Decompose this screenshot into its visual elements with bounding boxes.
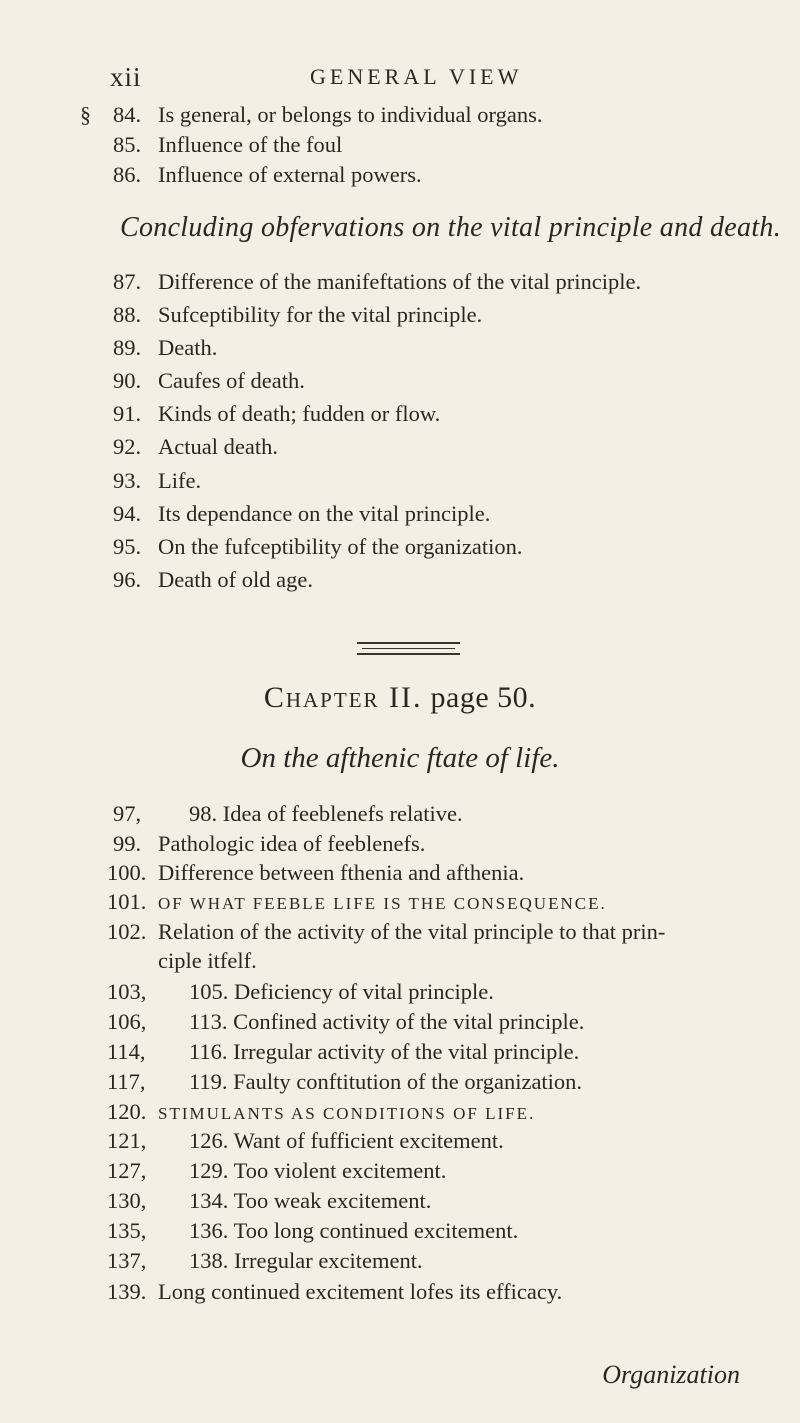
entry-number: 114, <box>107 1039 146 1064</box>
entry-number: 91. <box>113 401 142 426</box>
entry-text: 134. Too weak excitement. <box>189 1188 432 1213</box>
entry-number: 139. <box>107 1279 147 1304</box>
entry-text: Influence of the foul <box>158 132 343 157</box>
entry-text: 129. Too violent excitement. <box>189 1158 447 1183</box>
entry-number: 90. <box>113 368 142 393</box>
entry-number: 87. <box>113 269 142 294</box>
entry-number: 102. <box>107 919 147 944</box>
entry-text: Difference between fthenia and afthenia. <box>158 860 525 885</box>
divider-rule <box>357 653 460 655</box>
chapter-heading <box>0 681 800 715</box>
entry-text: 98. Idea of feeblenefs relative. <box>189 801 463 826</box>
entry-number: 103, <box>107 979 147 1004</box>
entry-text: Life. <box>158 468 202 493</box>
entry-number: 137, <box>107 1248 147 1273</box>
entry-number: 135, <box>107 1218 147 1243</box>
entry-text: 119. Faulty conftitution of the organization. <box>189 1069 583 1094</box>
entry-number: 101. <box>107 889 147 914</box>
entry-number: 85. <box>113 132 142 157</box>
entry-number: 117, <box>107 1069 146 1094</box>
entry-number: 120. <box>107 1099 147 1124</box>
entry-text: Its dependance on the vital principle. <box>158 501 491 526</box>
entry-text: Pathologic idea of feeblenefs. <box>158 831 426 856</box>
entry-text: 105. Deficiency of vital principle. <box>189 979 494 1004</box>
entry-text: Caufes of death. <box>158 368 305 393</box>
section-mark: § <box>80 102 91 127</box>
section-heading: Concluding obfervations on the vital principle and death. <box>120 212 782 243</box>
entry-number: 127, <box>107 1158 147 1183</box>
entry-text: Difference of the manifeftations of the vital principle. <box>158 269 642 294</box>
entry-text: STIMULANTS AS CONDITIONS OF LIFE. <box>158 1104 536 1123</box>
entry-text: Long continued excitement lofes its efficacy. <box>158 1279 563 1304</box>
entry-text: Kinds of death; fudden or flow. <box>158 401 441 426</box>
entry-text-continuation: ciple itfelf. <box>158 948 257 973</box>
entry-number: 88. <box>113 302 142 327</box>
entry-text: Influence of external powers. <box>158 162 422 187</box>
entry-text: 113. Confined activity of the vital principle. <box>189 1009 585 1034</box>
entry-text: Actual death. <box>158 434 278 459</box>
entry-number: 95. <box>113 534 142 559</box>
entry-number: 86. <box>113 162 142 187</box>
entry-text: Death. <box>158 335 218 360</box>
entry-number: 94. <box>113 501 142 526</box>
page-number: xii <box>110 62 142 92</box>
chapter-subtitle: On the afthenic ftate of life. <box>240 742 560 774</box>
catchword: Organization <box>602 1360 740 1389</box>
entry-text: 136. Too long continued excitement. <box>189 1218 519 1243</box>
divider-rule <box>362 648 455 649</box>
entry-text: Relation of the activity of the vital principle to that prin- <box>158 919 666 944</box>
entry-number: 99. <box>113 831 142 856</box>
entry-text: Is general, or belongs to individual organs. <box>158 102 543 127</box>
entry-number: 97, <box>113 801 142 826</box>
entry-text: 138. Irregular excitement. <box>189 1248 423 1273</box>
entry-number: 93. <box>113 468 142 493</box>
entry-text: Sufceptibility for the vital principle. <box>158 302 483 327</box>
entry-text: Death of old age. <box>158 567 313 592</box>
running-title: GENERAL VIEW <box>310 64 523 89</box>
entry-text: OF WHAT FEEBLE LIFE IS THE CONSEQUENCE. <box>158 894 607 913</box>
divider-rule <box>357 642 460 644</box>
chapter-page: page 50. <box>430 681 537 714</box>
entry-number: 92. <box>113 434 142 459</box>
entry-number: 89. <box>113 335 142 360</box>
entry-text: On the fufceptibility of the organization. <box>158 534 523 559</box>
entry-text: 126. Want of fufficient excitement. <box>189 1128 504 1153</box>
chapter-label: Chapter II. <box>263 681 423 714</box>
entry-number: 96. <box>113 567 142 592</box>
entry-number: 84. <box>113 102 142 127</box>
entry-number: 121, <box>107 1128 147 1153</box>
entry-text: 116. Irregular activity of the vital principle. <box>189 1039 580 1064</box>
entry-number: 130, <box>107 1188 147 1213</box>
entry-number: 106, <box>107 1009 147 1034</box>
entry-number: 100. <box>107 860 147 885</box>
running-head <box>0 62 800 102</box>
